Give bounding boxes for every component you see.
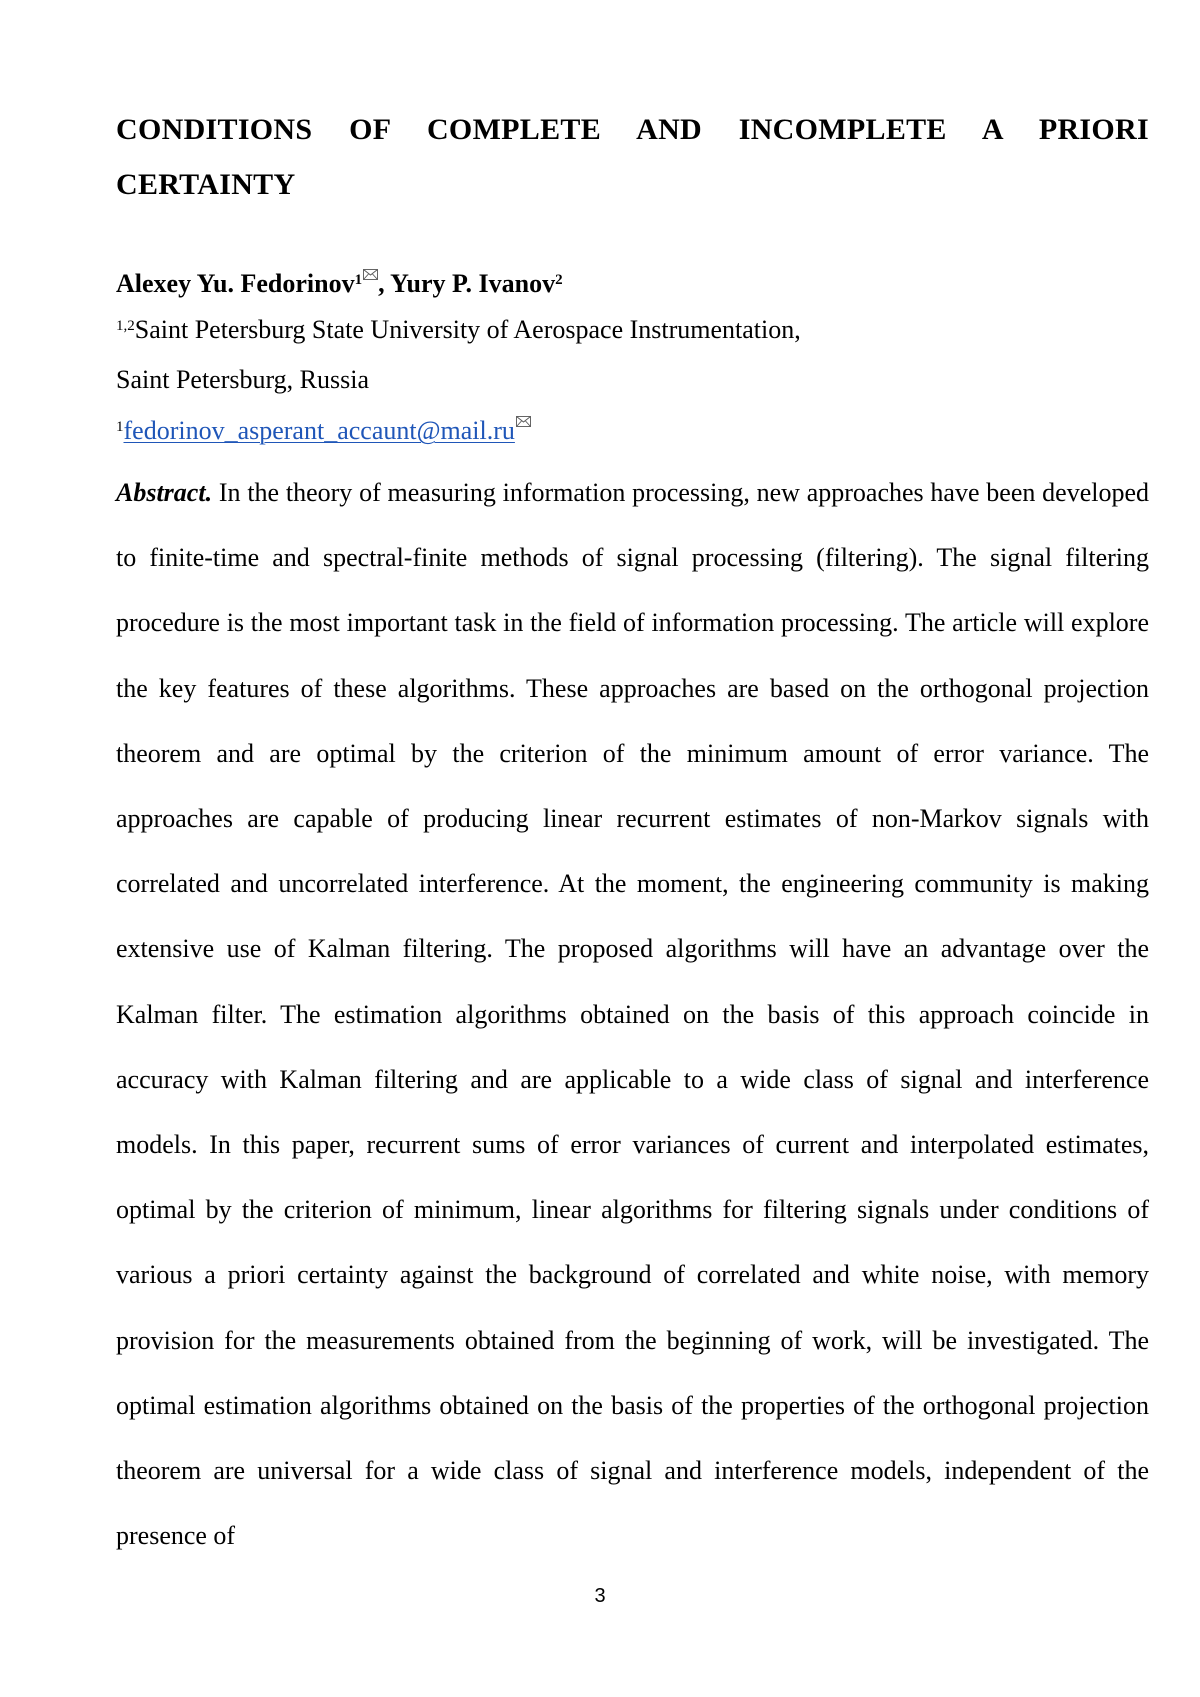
abstract-text: In the theory of measuring information processing, new approaches have been developed to finite-time and spectral-finite methods of signal processing (filtering). The signal filtering procedure is the most important task in the field of information processing. The article will explore the key features of these algorithms. These approaches are based on the orthogonal projection theorem and are optimal by the criterion of the minimum amount of error variance. The approaches are capable of producing linear recurrent estimates of non-Markov signals with correlated and uncorrelated interference. At the moment, the engineering community is making extensive use of Kalman filtering. The proposed algorithms will have an advantage over the Kalman filter. The estimation algorithms obtained on the basis of this approach coincide in accuracy with Kalman filtering and are applicable to a wide class of signal and interference models. In this paper, recurrent sums of error variances of current and interpolated estimates, optimal by the criterion of minimum, linear algorithms for filtering signals under conditions of various a priori certainty against the background of correlated and white noise, with memory provision for the measurements obtained from the beginning of work, will be investigated. The optimal estimation algorithms obtained on the basis of the properties of the orthogonal projection theorem are universal for a wide class of signal and interference models, independent of the presence of <box>116 478 1150 1551</box>
author-affiliation-sup-1: 1 <box>354 272 363 288</box>
author-affiliation-sup-2: 2 <box>555 272 563 288</box>
envelope-icon <box>363 269 378 280</box>
affiliation-line-1 <box>116 312 801 348</box>
email-line <box>116 413 531 449</box>
paper-title: CONDITIONS OF COMPLETE AND INCOMPLETE A PRIORI CERTAINTY <box>116 113 1149 201</box>
author-separator: , <box>378 269 391 298</box>
email-link[interactable]: fedorinov_asperant_accaunt@mail.ru <box>123 416 515 445</box>
page-number: 3 <box>594 1585 606 1607</box>
affiliation-line-2: Saint Petersburg, Russia <box>116 365 370 394</box>
email-sup: 1 <box>116 419 124 435</box>
affiliation-text-1: Saint Petersburg State University of Aerospace Instrumentation, <box>134 315 801 344</box>
author-name-1: Alexey Yu. Fedorinov <box>116 269 355 298</box>
abstract-paragraph <box>116 460 1149 1568</box>
affiliation-sup: 1,2 <box>116 318 135 334</box>
abstract-label: Abstract. <box>116 478 213 507</box>
author-line <box>116 266 563 302</box>
author-name-2: Yury P. Ivanov <box>390 269 556 298</box>
envelope-icon <box>516 416 531 427</box>
